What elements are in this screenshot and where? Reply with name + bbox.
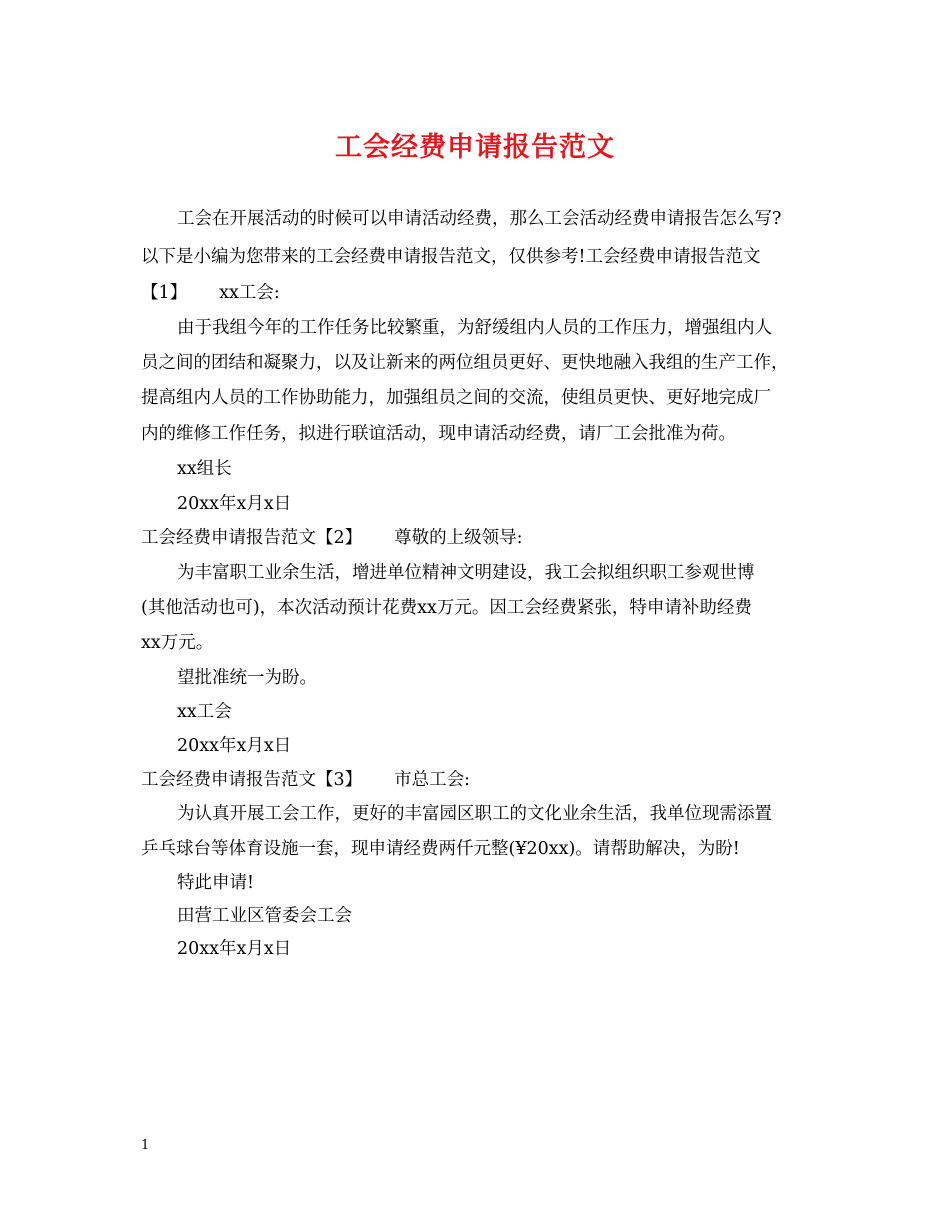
section3-body-line-1: 为认真开展工会工作，更好的丰富园区职工的文化业余生活，我单位现需添置 bbox=[177, 804, 772, 824]
section2-closing: 望批准统一为盼。 bbox=[177, 668, 317, 688]
section3-date: 20xx年x月x日 bbox=[177, 939, 292, 959]
intro-line-3 bbox=[141, 276, 821, 310]
section3-heading bbox=[141, 763, 821, 797]
section1-body-line-4: 内的维修工作任务，拟进行联谊活动，现申请活动经费，请厂工会批准为荷。 bbox=[141, 424, 736, 444]
section1-body-line-3: 提高组内人员的工作协助能力，加强组员之间的交流，使组员更快、更好地完成厂 bbox=[141, 388, 771, 408]
intro-line-1: 工会在开展活动的时候可以申请活动经费，那么工会活动经费申请报告怎么写? bbox=[177, 209, 782, 229]
section3-closing: 特此申请! bbox=[177, 873, 255, 893]
section1-body-line-1: 由于我组今年的工作任务比较繁重，为舒缓组内人员的工作压力，增强组内人 bbox=[177, 318, 772, 338]
section2-body-line-2: (其他活动也可)，本次活动预计花费xx万元。因工会经费紧张，特申请补助经费 bbox=[141, 598, 752, 618]
section2-body-line-3: xx万元。 bbox=[141, 633, 214, 653]
sample-3-marker: 工会经费申请报告范文【3】 bbox=[141, 770, 363, 790]
section2-body-line-1: 为丰富职工业余生活，增进单位精神文明建设，我工会拟组织职工参观世博 bbox=[177, 563, 755, 583]
section2-date: 20xx年x月x日 bbox=[177, 736, 292, 756]
document-title: 工会经费申请报告范文 bbox=[335, 132, 615, 163]
sample-1-marker: 【1】 bbox=[141, 283, 188, 303]
sample-2-marker: 工会经费申请报告范文【2】 bbox=[141, 528, 363, 548]
section3-signature: 田营工业区管委会工会 bbox=[177, 906, 352, 926]
sample-3-addressee: 市总工会: bbox=[394, 770, 471, 790]
section2-heading bbox=[141, 521, 821, 555]
sample-2-addressee: 尊敬的上级领导: bbox=[394, 528, 523, 548]
intro-line-2: 以下是小编为您带来的工会经费申请报告范文，仅供参考!工会经费申请报告范文 bbox=[141, 247, 761, 267]
page-number: 1 bbox=[141, 1138, 150, 1153]
section3-body-line-2: 乒乓球台等体育设施一套，现申请经费两仟元整(¥20xx)。请帮助解决，为盼! bbox=[141, 839, 740, 859]
section1-body-line-2: 员之间的团结和凝聚力，以及让新来的两位组员更好、更快地融入我组的生产工作， bbox=[141, 353, 789, 373]
section1-signature: xx组长 bbox=[177, 459, 232, 479]
section2-signature: xx工会 bbox=[177, 702, 232, 722]
sample-1-addressee: xx工会: bbox=[219, 283, 280, 303]
section1-date: 20xx年x月x日 bbox=[177, 494, 292, 514]
